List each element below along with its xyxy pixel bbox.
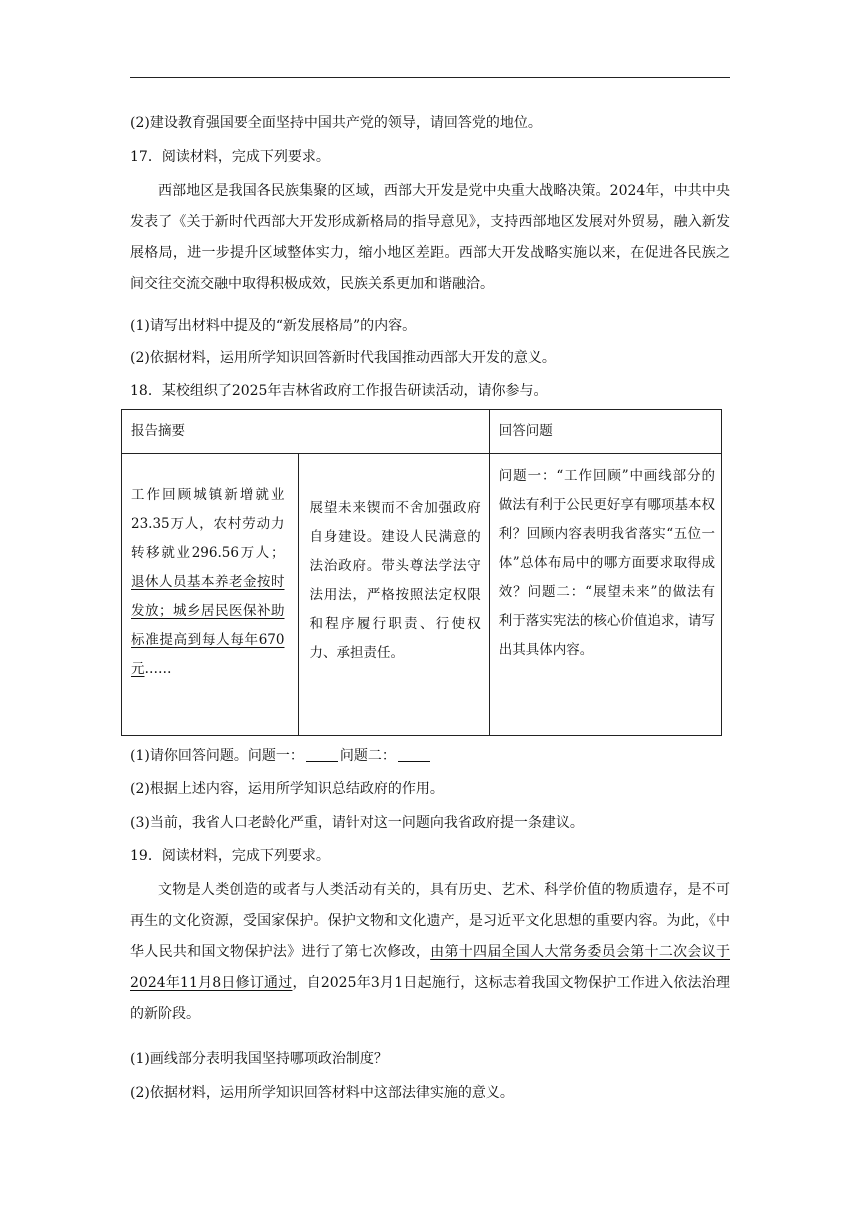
questions-cell (489, 454, 721, 736)
header-rule (130, 77, 730, 78)
answer-blank-2[interactable] (398, 747, 430, 762)
q19-material-underlined: 由第十四届全国人大常务委员会第十二次会议于2024年11月8日修订通过 (130, 944, 731, 991)
work-review-underlined: 退休人员基本养老金按时发放；城乡居民医保补助标准提高到每人每年670元 (131, 574, 285, 677)
outlook-cell (299, 454, 489, 736)
work-review-cell (122, 454, 299, 736)
answer-blank-1[interactable] (306, 747, 338, 762)
questions-text: 问题一：“工作回顾”中画线部分的做法有利于公民更好享有哪项基本权利？回顾内容表明我省落实“五位一体”总体布局中的哪方面要求取得成效？问题二：“展望未来”的做法有利于落实宪法的核心价值追求，请写出其具体内容。 (498, 468, 715, 658)
q16-sub2: (2)建设教育强国要全面坚持中国共产党的领导，请回答党的地位。 (130, 115, 542, 131)
work-review-ellipsis: …… (144, 661, 172, 677)
q17-material: 西部地区是我国各民族集聚的区域，西部大开发是党中央重大战略决策。2024年，中共中央发表了《关于新时代西部大开发形成新格局的指导意见》，支持西部地区发展对外贸易，融入新发展格局，进一步提升区域整体实力，缩小地区差距。西部大开发战略实施以来，在促进各民族之间交往交流交融中取得积极成效，民族关系更加和谐融洽。 (130, 183, 730, 292)
table-header-questions: 回答问题 (489, 410, 721, 454)
q18-sub1-mid: 问题二： (339, 748, 396, 764)
q19-title: 19．阅读材料，完成下列要求。 (130, 848, 330, 864)
q17-sub2: (2)依据材料，运用所学知识回答新时代我国推动西部大开发的意义。 (130, 350, 556, 366)
work-review-text: 工作回顾城镇新增就业23.35万人，农村劳动力转移就业296.56万人； (131, 487, 285, 561)
q19-material-a: 文物是人类创造的或者与人类活动有关的，具有历史、艺术、科学价值的物质遗存，是不可再生的文化资源，受国家保护。保护文物和文化遗产，是习近平文化思想的重要内容。为此，《中华人民共和国文物保护法》进行了第七次修改， (130, 882, 730, 960)
q18-sub1 (130, 746, 730, 766)
q19-material-b: ，自2025年3月1日起施行，这标志着我国文物保护工作进入依法治理的新阶段。 (130, 975, 730, 1022)
q18-sub2: (2)根据上述内容，运用所学知识总结政府的作用。 (130, 781, 444, 797)
q18-sub1-prefix: (1)请你回答问题。问题一： (130, 748, 304, 764)
q17-title: 17．阅读材料，完成下列要求。 (130, 149, 330, 165)
report-table (121, 409, 722, 736)
q19-sub1: (1)画线部分表明我国坚持哪项政治制度？ (130, 1051, 388, 1067)
table-header-summary: 报告摘要 (122, 410, 490, 454)
q19-sub2: (2)依据材料，运用所学知识回答材料中这部法律实施的意义。 (130, 1085, 514, 1101)
outlook-text: 展望未来锲而不舍加强政府自身建设。建设人民满意的法治政府。带头尊法学法守法用法，严格按照法定权限和程序履行职责、行使权力、承担责任。 (309, 500, 481, 661)
q18-sub3: (3)当前，我省人口老龄化严重，请针对这一问题向我省政府提一条建议。 (130, 815, 584, 831)
q18-title: 18．某校组织了2025年吉林省政府工作报告研读活动，请你参与。 (130, 383, 548, 399)
q19-material (130, 875, 730, 1030)
q17-sub1: (1)请写出材料中提及的“新发展格局”的内容。 (130, 318, 417, 334)
